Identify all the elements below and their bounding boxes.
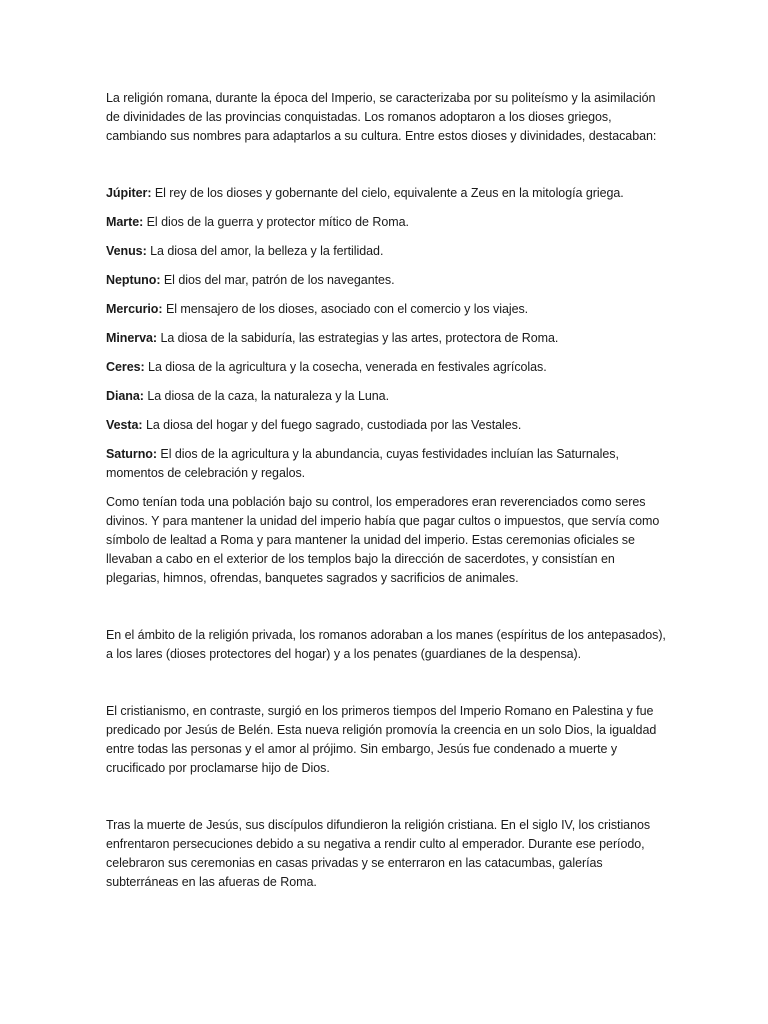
god-name: Saturno:: [106, 447, 157, 461]
gods-list: [106, 184, 666, 483]
god-name: Diana:: [106, 389, 144, 403]
god-item-neptuno: [106, 271, 666, 290]
god-description: El rey de los dioses y gobernante del cielo, equivalente a Zeus en la mitología griega.: [151, 186, 624, 200]
god-description: El dios de la guerra y protector mítico de Roma.: [143, 215, 409, 229]
god-name: Mercurio:: [106, 302, 163, 316]
god-name: Minerva:: [106, 331, 158, 345]
paragraph-christianity: El cristianismo, en contraste, surgió en los primeros tiempos del Imperio Romano en Palestina y fue predicado por Jesús de Belén. Esta nueva religión promovía la creencia en un solo Dios, la igualdad entre todas las personas y el amor al prójimo. Sin embargo, Jesús fue condenado a muerte y crucificado por proclamarse hijo de Dios.: [106, 704, 657, 775]
god-description: La diosa del hogar y del fuego sagrado, custodiada por las Vestales.: [142, 418, 522, 432]
god-description: La diosa de la caza, la naturaleza y la Luna.: [143, 389, 389, 403]
god-name: Marte:: [106, 215, 144, 229]
god-name: Neptuno:: [106, 273, 161, 287]
god-item-saturno: [106, 445, 666, 483]
god-item-venus: [106, 242, 666, 261]
god-item-diana: [106, 387, 666, 406]
god-name: Júpiter:: [106, 186, 152, 200]
paragraph-emperors: Como tenían toda una población bajo su control, los emperadores eran reverenciados como seres divinos. Y para mantener la unidad del imperio había que pagar cultos o impuestos, que servía como símbolo de lealtad a Roma y para mantener la unidad del imperio. Estas ceremonias oficiales se llevaban a cabo en el exterior de los templos bajo la dirección de sacerdotes, y consistían en plegarias, himnos, ofrendas, banquetes sagrados y sacrificios de animales.: [106, 495, 660, 585]
god-description: La diosa de la sabiduría, las estrategias y las artes, protectora de Roma.: [157, 331, 559, 345]
god-description: La diosa del amor, la belleza y la fertilidad.: [146, 244, 384, 258]
god-item-minerva: [106, 329, 666, 348]
god-item-ceres: [106, 358, 666, 377]
paragraph-private-religion: En el ámbito de la religión privada, los romanos adoraban a los manes (espíritus de los antepasados), a los lares (dioses protectores del hogar) y a los penates (guardianes de la despensa).: [106, 628, 666, 661]
god-description: El dios de la agricultura y la abundancia, cuyas festividades incluían las Saturnales, momentos de celebración y regalos.: [106, 447, 619, 480]
god-item-marte: [106, 213, 666, 232]
god-item-vesta: [106, 416, 666, 435]
god-description: El dios del mar, patrón de los navegantes.: [160, 273, 395, 287]
god-description: La diosa de la agricultura y la cosecha, venerada en festivales agrícolas.: [144, 360, 547, 374]
god-name: Venus:: [106, 244, 147, 258]
paragraph-persecution: Tras la muerte de Jesús, sus discípulos difundieron la religión cristiana. En el siglo IV, los cristianos enfrentaron persecuciones debido a su negativa a rendir culto al emperador. Durante ese período, celebraron sus ceremonias en casas privadas y se enterraron en las catacumbas, galerías subterráneas en las afueras de Roma.: [106, 818, 651, 889]
god-description: El mensajero de los dioses, asociado con el comercio y los viajes.: [162, 302, 529, 316]
god-item-mercurio: [106, 300, 666, 319]
intro-paragraph: La religión romana, durante la época del Imperio, se caracterizaba por su politeísmo y la asimilación de divinidades de las provincias conquistadas. Los romanos adoptaron a los dioses griegos, cambiando sus nombres para adaptarlos a su cultura. Entre estos dioses y divinidades, destacaban:: [106, 91, 657, 143]
god-name: Ceres:: [106, 360, 145, 374]
god-item-jupiter: [106, 184, 666, 203]
god-name: Vesta:: [106, 418, 143, 432]
document-page: [106, 89, 666, 892]
